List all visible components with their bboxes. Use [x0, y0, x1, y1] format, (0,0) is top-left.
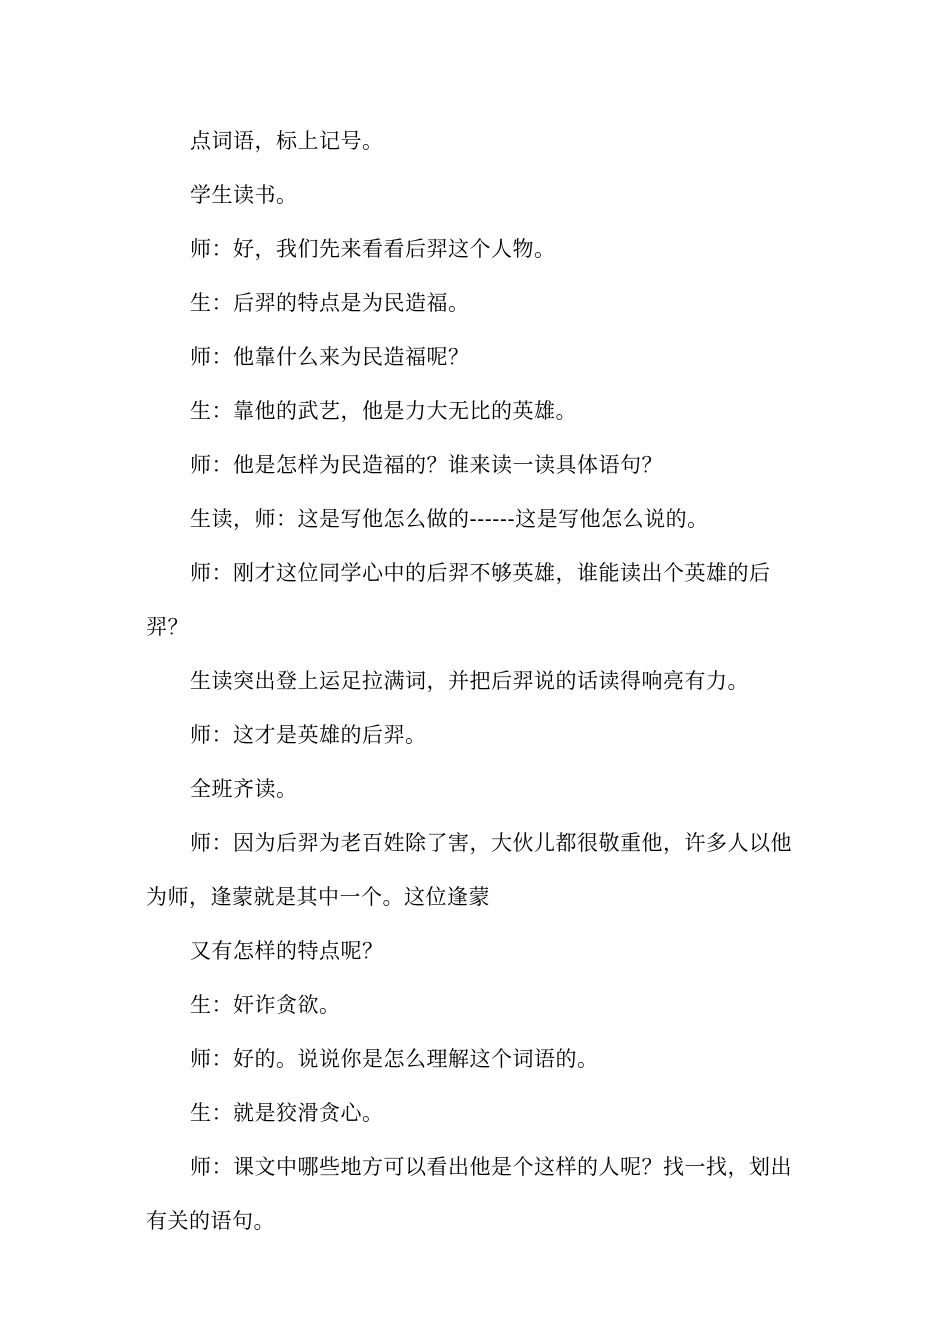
paragraph: 师：好，我们先来看看后羿这个人物。 [190, 237, 556, 261]
paragraph: 生：靠他的武艺，他是力大无比的英雄。 [190, 399, 577, 423]
paragraph: 全班齐读。 [190, 777, 298, 801]
paragraph: 点词语，标上记号。 [190, 129, 384, 153]
paragraph: 生：就是狡滑贪心。 [190, 1101, 384, 1125]
paragraph: 师：他靠什么来为民造福呢？ [190, 345, 470, 369]
paragraph: 师：这才是英雄的后羿。 [190, 723, 427, 747]
paragraph: 学生读书。 [190, 183, 298, 207]
paragraph: 师：刚才这位同学心中的后羿不够英雄，谁能读出个英雄的后羿？ [146, 561, 771, 639]
paragraph: 生读突出登上运足拉满词，并把后羿说的话读得响亮有力。 [190, 669, 749, 693]
paragraph: 生：后羿的特点是为民造福。 [190, 291, 470, 315]
paragraph: 生读，师：这是写他怎么做的------这是写他怎么说的。 [190, 507, 709, 531]
paragraph: 又有怎样的特点呢？ [190, 939, 384, 963]
paragraph: 师：他是怎样为民造福的？谁来读一读具体语句？ [190, 453, 663, 477]
paragraph: 师：因为后羿为老百姓除了害，大伙儿都很敬重他，许多人以他为师，逢蒙就是其中一个。这位逢蒙 [146, 831, 792, 909]
paragraph: 师：好的。说说你是怎么理解这个词语的。 [190, 1047, 599, 1071]
paragraph: 师：课文中哪些地方可以看出他是个这样的人呢？找一找，划出有关的语句。 [146, 1155, 792, 1233]
paragraph: 生：奸诈贪欲。 [190, 993, 341, 1017]
document-body [146, 114, 806, 1248]
